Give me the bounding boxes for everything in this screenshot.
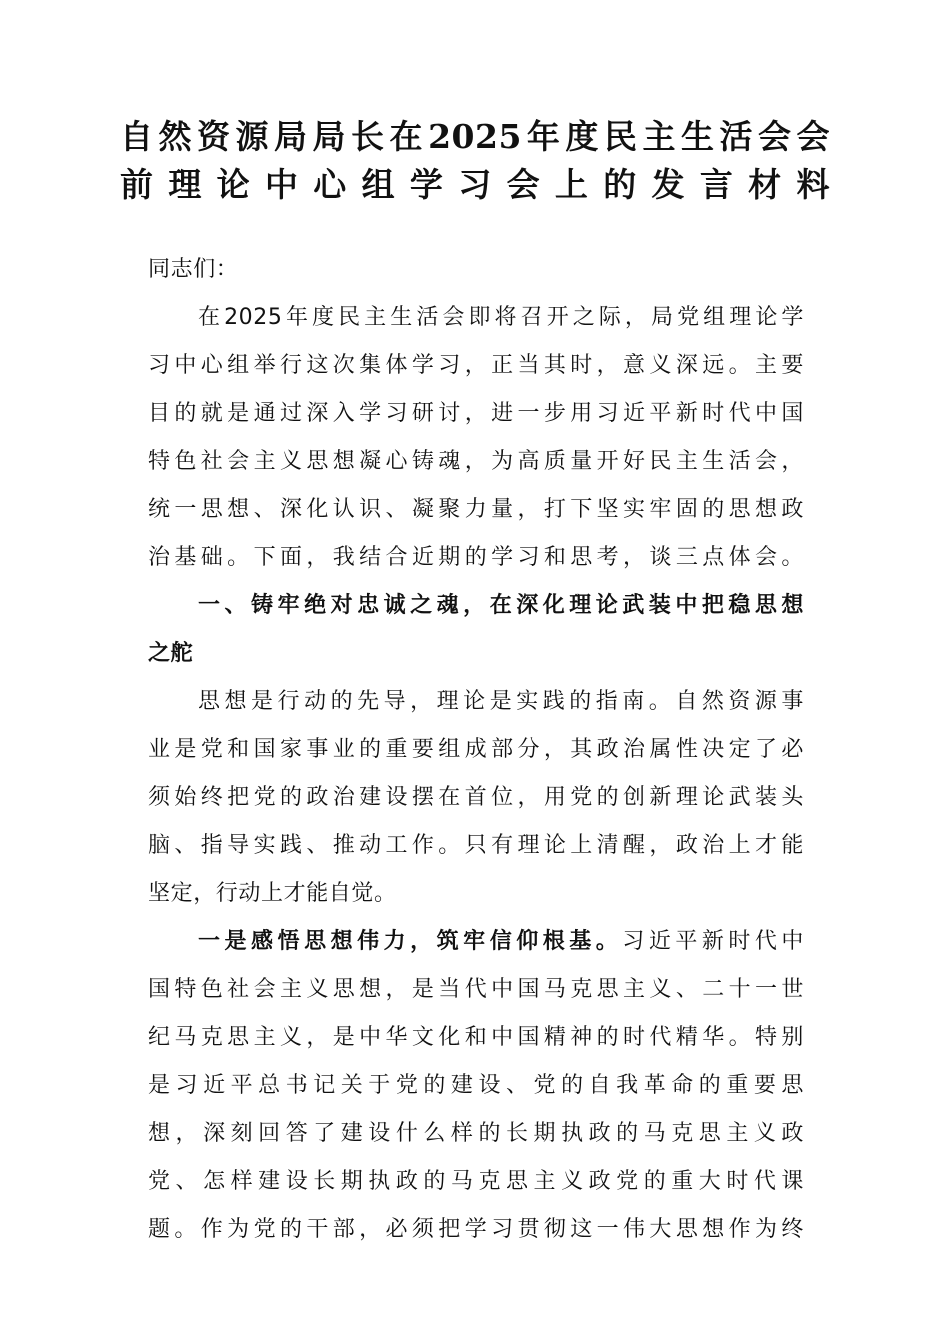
paragraph-3-line: 纪马克思主义，是中华文化和中国精神的时代精华。特别 [148, 1025, 804, 1050]
paragraph-2-line: 坚定，行动上才能自觉。 [148, 881, 397, 906]
paragraph-1-line: 统一思想、深化认识、凝聚力量，打下坚实牢固的思想政 [148, 497, 804, 522]
salutation: 同志们： [148, 257, 239, 282]
paragraph-1-line: 习中心组举行这次集体学习，正当其时，意义深远。主要 [148, 353, 804, 378]
paragraph-2-line: 业是党和国家事业的重要组成部分，其政治属性决定了必 [148, 737, 804, 762]
paragraph-2-line: 思想是行动的先导，理论是实践的指南。自然资源事 [198, 689, 804, 714]
paragraph-1-line: 治基础。下面，我结合近期的学习和思考，谈三点体会。 [148, 545, 804, 570]
document-title [120, 112, 830, 208]
paragraph-3-line: 题。作为党的干部，必须把学习贯彻这一伟大思想作为终 [148, 1217, 804, 1242]
paragraph-1-line: 目的就是通过深入学习研讨，进一步用习近平新时代中国 [148, 401, 804, 426]
paragraph-3-lead: 一是感悟思想伟力，筑牢信仰根基。 [198, 929, 623, 954]
paragraph-3-line: 国特色社会主义思想，是当代中国马克思主义、二十一世 [148, 977, 804, 1002]
section-heading-1-cont: 之舵 [148, 641, 194, 666]
paragraph-3-first-rest: 习近平新时代中 [622, 929, 805, 954]
paragraph-2-line: 脑、指导实践、推动工作。只有理论上清醒，政治上才能 [148, 833, 804, 858]
paragraph-1-line: 在2025年度民主生活会即将召开之际，局党组理论学 [198, 305, 804, 330]
paragraph-3-line: 想，深刻回答了建设什么样的长期执政的马克思主义政 [148, 1121, 804, 1146]
document-body [148, 246, 804, 1254]
paragraph-3-line: 是习近平总书记关于党的建设、党的自我革命的重要思 [148, 1073, 804, 1098]
paragraph-3-first-line [148, 918, 804, 966]
title-line-2: 前理论中心组学习会上的发言材料 [120, 165, 830, 204]
paragraph-1-line: 特色社会主义思想凝心铸魂，为高质量开好民主生活会， [148, 449, 804, 474]
section-heading-1: 一、铸牢绝对忠诚之魂，在深化理论武装中把稳思想 [198, 593, 804, 618]
paragraph-2-line: 须始终把党的政治建设摆在首位，用党的创新理论武装头 [148, 785, 804, 810]
title-line-1: 自然资源局局长在2025年度民主生活会会 [120, 117, 830, 156]
paragraph-3-line: 党、怎样建设长期执政的马克思主义政党的重大时代课 [148, 1169, 804, 1194]
